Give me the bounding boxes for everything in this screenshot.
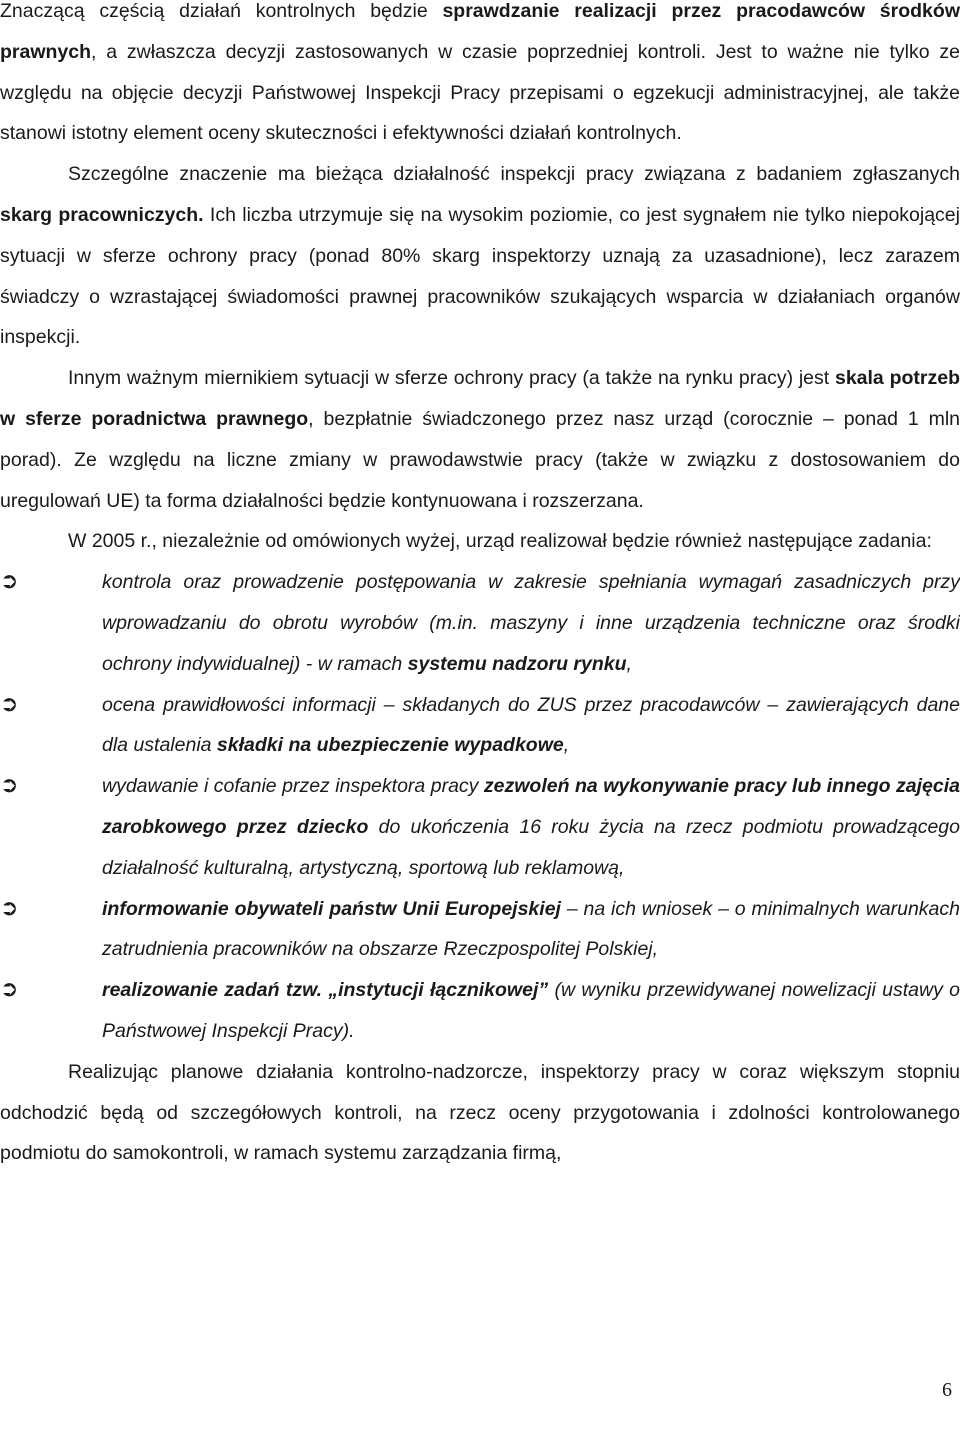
bullet-item: [0, 562, 960, 684]
bullet-text: ,: [563, 734, 570, 757]
right-arrow-icon: ➲: [0, 569, 19, 595]
paragraph-text: , a zwłaszcza decyzji zastosowanych w czasie poprzedniej kontroli. Jest to ważne nie tylko ze względu na objęcie decyzji Państwowej Inspekcji Pracy przepisami o egzekucji administracyjnej, ale także stanowi istotny element oceny skuteczności i efektywności działań kontrolnych.: [0, 40, 960, 145]
paragraph-text: Znaczącą częścią działań kontrolnych będzie: [0, 0, 443, 22]
bullet-bold: realizowanie zadań tzw. „instytucji łącznikowej”: [102, 979, 549, 1002]
paragraph-control-followup: [0, 0, 960, 154]
bullet-item: [0, 889, 960, 971]
page-number: 6: [942, 1379, 952, 1401]
paragraph-tasks-intro: W 2005 r., niezależnie od omówionych wyżej, urząd realizował będzie również następujące zadania:: [68, 530, 932, 553]
bullet-text: wydawanie i cofanie przez inspektora pracy: [102, 775, 484, 798]
right-arrow-icon: ➲: [0, 691, 19, 717]
paragraph-legal-advice: [0, 358, 960, 521]
bullet-bold: systemu nadzoru rynku: [407, 652, 627, 675]
right-arrow-icon: ➲: [0, 773, 19, 799]
bullet-text: – na ich wniosek – o minimalnych warunkach zatrudnienia pracowników na obszarze Rzeczpospolitej Polskiej,: [102, 897, 960, 961]
paragraph-text: Ich liczba utrzymuje się na wysokim poziomie, co jest sygnałem nie tylko niepokojącej sytuacji w sferze ochrony pracy (ponad 80% skarg inspektorzy uznają za uzasadnione), lecz zarazem świadczy o wzrastającej świadomości prawnej pracowników szukających wsparcia w działaniach organów inspekcji.: [0, 203, 960, 349]
bold-phrase: skarg pracowniczych.: [0, 203, 204, 226]
paragraph-text: , bezpłatnie świadczonego przez nasz urząd (corocznie – ponad 1 mln porad). Ze względu na liczne zmiany w prawodawstwie pracy (także w związku z dostosowaniem do uregulowań UE) ta forma działalności będzie kontynuowana i rozszerzana.: [0, 407, 960, 512]
bullet-text: (w wyniku przewidywanej nowelizacji ustawy o Państwowej Inspekcji Pracy).: [102, 979, 960, 1042]
right-arrow-icon: ➲: [0, 977, 19, 1003]
bullet-text: kontrola oraz prowadzenie postępowania w zakresie spełniania wymagań zasadniczych przy wprowadzaniu do obrotu wyrobów (m.in. maszyny i inne urządzenia techniczne oraz środki ochrony indywidualnej) - w ramach: [102, 571, 960, 675]
bullet-item: [0, 766, 960, 888]
bullet-text: ,: [626, 652, 632, 675]
paragraph-self-control: Realizując planowe działania kontrolno-nadzorcze, inspektorzy pracy w coraz większym stopniu odchodzić będą od szczegółowych kontroli, na rzecz oceny przygotowania i zdolności kontrolowanego podmiotu do samokontroli, w ramach systemu zarządzania firmą,: [0, 1060, 960, 1165]
bullet-text: do ukończenia 16 roku życia na rzecz podmiotu prowadzącego działalność kulturalną, artystyczną, sportową lub reklamową,: [102, 815, 960, 879]
bullet-text: ocena prawidłowości informacji – składanych do ZUS przez pracodawców – zawierających dane dla ustalenia: [102, 693, 960, 757]
paragraph-text: Szczególne znaczenie ma bieżąca działalność inspekcji pracy związana z badaniem zgłaszanych: [68, 163, 960, 186]
right-arrow-icon: ➲: [0, 895, 19, 921]
bold-phrase: skala potrzeb w sferze poradnictwa prawnego: [0, 367, 960, 430]
paragraph-complaints: [0, 154, 960, 358]
bullet-bold: składki na ubezpieczenie wypadkowe: [216, 734, 564, 757]
bullet-bold: informowanie obywateli państw Unii Europejskiej: [102, 897, 561, 920]
bold-phrase: sprawdzanie realizacji przez pracodawców środków prawnych: [0, 0, 960, 63]
bullet-item: [0, 970, 960, 1052]
bullet-item: [0, 685, 960, 767]
paragraph-text: Innym ważnym miernikiem sytuacji w sferze ochrony pracy (a także na rynku pracy) jest: [68, 367, 835, 390]
bullet-bold: zezwoleń na wykonywanie pracy lub innego zajęcia zarobkowego przez dziecko: [102, 775, 960, 838]
